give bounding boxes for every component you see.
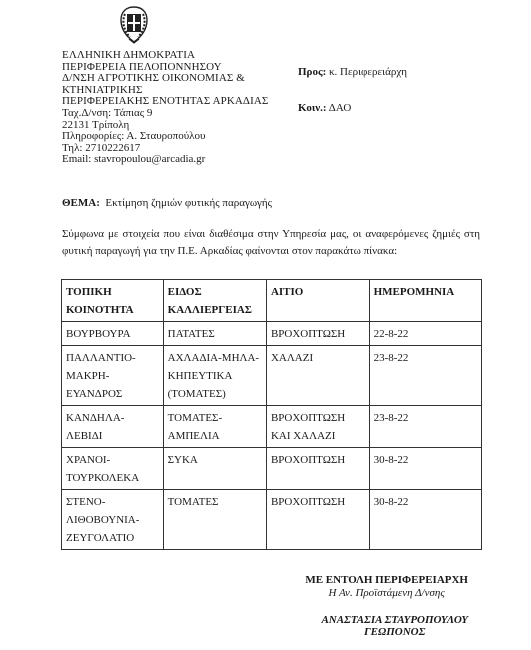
- table-row: [62, 322, 482, 346]
- cell-crop: ΤΟΜΑΤΕΣ-ΑΜΠΕΛΙΑ: [163, 406, 266, 448]
- table-row: [62, 346, 482, 406]
- subject-line: [62, 197, 272, 209]
- header-date: ΗΜΕΡΟΜΗΝΙΑ: [369, 280, 481, 322]
- cell-date: 23-8-22: [369, 346, 481, 406]
- cc-value: ΔΑΟ: [328, 102, 352, 114]
- signature-authority: ΜΕ ΕΝΤΟΛΗ ΠΕΡΙΦΕΡΕΙΑΡΧΗ: [305, 574, 468, 586]
- cell-community: ΒΟΥΡΒΟΥΡΑ: [62, 322, 164, 346]
- cell-cause: ΒΡΟΧΟΠΤΩΣΗ ΚΑΙ ΧΑΛΑΖΙ: [266, 406, 369, 448]
- signature-role: Η Αν. Προϊστάμενη Δ/νσης: [328, 587, 445, 599]
- cc: [298, 102, 351, 114]
- table-row: [62, 448, 482, 490]
- cell-crop: ΣΥΚΑ: [163, 448, 266, 490]
- header-line: ΠΕΡΙΦΕΡΕΙΑ ΠΕΛΟΠΟΝΝΗΣΟΥ: [62, 60, 222, 73]
- cell-crop: ΑΧΛΑΔΙΑ-ΜΗΛΑ-ΚΗΠΕΥΤΙΚΑ (ΤΟΜΑΤΕΣ): [163, 346, 266, 406]
- header-email: Email: stavropoulou@arcadia.gr: [62, 153, 206, 166]
- signatory-title: ΓΕΩΠΟΝΟΣ: [364, 626, 426, 638]
- header-line: ΚΤΗΝΙΑΤΡΙΚΗΣ: [62, 83, 143, 96]
- greek-emblem-icon: [116, 6, 152, 44]
- cell-date: 30-8-22: [369, 448, 481, 490]
- header-city: 22131 Τρίπολη: [62, 118, 130, 131]
- cc-label: Κοιν.:: [298, 102, 327, 114]
- header-info: Πληροφορίες: Α. Σταυροπούλου: [62, 130, 206, 143]
- signature-block: [305, 574, 468, 600]
- cell-community: ΠΑΛΛΑΝΤΙΟ-ΜΑΚΡΗ-ΕΥΑΝΔΡΟΣ: [62, 346, 164, 406]
- header-community: ΤΟΠΙΚΗ ΚΟΙΝΟΤΗΤΑ: [62, 280, 164, 322]
- table-header-row: [62, 280, 482, 322]
- table-row: [62, 406, 482, 448]
- body-paragraph: Σύμφωνα με στοιχεία που είναι διαθέσιμα στην Υπηρεσία μας, οι αναφερόμενες ζημιές στη φυτική παραγωγή για την Π.Ε. Αρκαδίας φαίνονται στον παρακάτω πίνακα:: [62, 228, 480, 257]
- header-phone: Τηλ: 2710222617: [62, 141, 141, 154]
- cell-date: 23-8-22: [369, 406, 481, 448]
- cell-community: ΚΑΝΔΗΛΑ-ΛΕΒΙΔΙ: [62, 406, 164, 448]
- subject-value: Εκτίμηση ζημιών φυτικής παραγωγής: [105, 197, 273, 209]
- cell-community: ΧΡΑΝΟΙ-ΤΟΥΡΚΟΛΕΚΑ: [62, 448, 164, 490]
- cell-crop: ΠΑΤΑΤΕΣ: [163, 322, 266, 346]
- recipient-label: Προς:: [298, 66, 327, 78]
- subject-label: ΘΕΜΑ:: [62, 197, 100, 209]
- header-line: ΠΕΡΙΦΕΡΕΙΑΚΗΣ ΕΝΟΤΗΤΑΣ ΑΡΚΑΔΙΑΣ: [62, 95, 269, 108]
- header-line: ΕΛΛΗΝΙΚΗ ΔΗΜΟΚΡΑΤΙΑ: [62, 49, 196, 61]
- header-address: Ταχ.Δ/νση: Τάπιας 9: [62, 106, 153, 119]
- header-line: Δ/ΝΣΗ ΑΓΡΟΤΙΚΗΣ ΟΙΚΟΝΟΜΙΑΣ &: [62, 72, 245, 85]
- header-crop: ΕΙΔΟΣ ΚΑΛΛΙΕΡΓΕΙΑΣ: [163, 280, 266, 322]
- cell-cause: ΧΑΛΑΖΙ: [266, 346, 369, 406]
- cell-community: ΣΤΕΝΟ-ΛΙΘΟΒΟΥΝΙΑ-ΖΕΥΓΟΛΑΤΙΟ: [62, 490, 164, 550]
- cell-cause: ΒΡΟΧΟΠΤΩΣΗ: [266, 490, 369, 550]
- cell-crop: ΤΟΜΑΤΕΣ: [163, 490, 266, 550]
- damage-table: [61, 279, 482, 550]
- recipient: [298, 66, 407, 78]
- signatory-name: ΑΝΑΣΤΑΣΙΑ ΣΤΑΥΡΟΠΟΥΛΟΥ: [321, 614, 468, 626]
- header-cause: ΑΙΤΙΟ: [266, 280, 369, 322]
- cell-cause: ΒΡΟΧΟΠΤΩΣΗ: [266, 448, 369, 490]
- recipient-value: κ. Περιφερειάρχη: [329, 66, 407, 78]
- table-row: [62, 490, 482, 550]
- signatory-block: [321, 614, 468, 638]
- cell-date: 22-8-22: [369, 322, 481, 346]
- cell-cause: ΒΡΟΧΟΠΤΩΣΗ: [266, 322, 369, 346]
- sender-header: [62, 50, 282, 166]
- cell-date: 30-8-22: [369, 490, 481, 550]
